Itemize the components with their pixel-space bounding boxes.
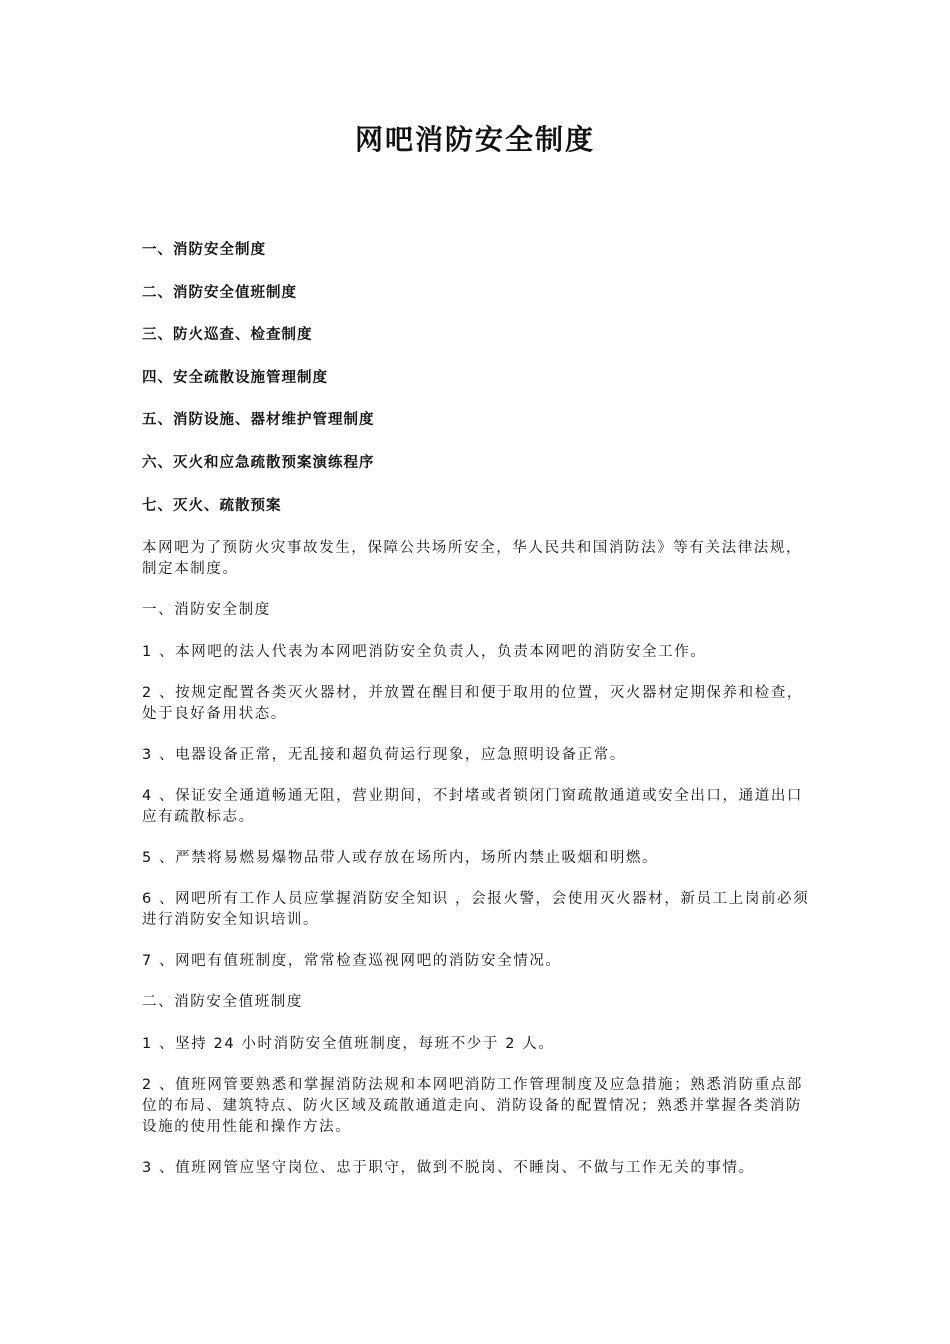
rule-paragraph: 1 、本网吧的法人代表为本网吧消防安全负责人，负责本网吧的消防安全工作。: [142, 644, 707, 660]
toc-item: 一、消防安全制度: [142, 242, 266, 258]
rule-paragraph: 2 、值班网管要熟悉和掌握消防法规和本网吧消防工作管理制度及应急措施；熟悉消防重点部位的布局、建筑特点、防火区域及疏散通道走向、消防设备的配置情况；熟悉并掌握各类消防设施的使用性能和操作方法。: [142, 1077, 804, 1135]
rule-paragraph: 3 、值班网管应坚守岗位、忠于职守，做到不脱岗、不睡岗、不做与工作无关的事情。: [142, 1160, 755, 1176]
toc-item: 六、灭火和应急疏散预案演练程序: [142, 454, 375, 471]
section-heading: 一、消防安全制度: [142, 602, 271, 618]
document-body: [142, 538, 810, 1199]
table-of-contents: [142, 240, 822, 538]
rule-paragraph: 5 、严禁将易燃易爆物品带人或存放在场所内，场所内禁止吸烟和明燃。: [142, 850, 659, 866]
rule-paragraph: 2 、按规定配置各类灭火器材，并放置在醒目和便于取用的位置，灭火器材定期保养和检查，处于良好备用状态。: [142, 685, 804, 722]
toc-item: 四、安全疏散设施管理制度: [142, 369, 328, 386]
toc-item: 七、灭火、疏散预案: [142, 497, 282, 514]
intro-paragraph: 本网吧为了预防火灾事故发生，保障公共场所安全，华人民共和国消防法》等有关法律法规，制定本制度。: [142, 540, 803, 577]
section-heading: 二、消防安全值班制度: [142, 994, 303, 1010]
document-title: 网吧消防安全制度: [354, 123, 595, 156]
toc-item: 三、防火巡查、检查制度: [142, 327, 313, 344]
rule-paragraph: 1 、坚持 24 小时消防安全值班制度，每班不少于 2 人。: [142, 1036, 555, 1052]
toc-item: 二、消防安全值班制度: [142, 284, 297, 301]
rule-paragraph: 3 、电器设备正常，无乱接和超负荷运行现象，应急照明设备正常。: [142, 747, 626, 763]
rule-paragraph: 7 、网吧有值班制度，常常检查巡视网吧的消防安全情况。: [142, 953, 562, 969]
rule-paragraph: 6 、网吧所有工作人员应掌握消防安全知识 ，会报火警，会使用灭火器材，新员工上岗前必须进行消防安全知识培训。: [142, 891, 810, 928]
toc-item: 五、消防设施、器材维护管理制度: [142, 412, 375, 429]
rule-paragraph: 4 、保证安全通道畅通无阻，营业期间，不封堵或者锁闭门窗疏散通道或安全出口，通道出口应有疏散标志。: [142, 788, 804, 825]
